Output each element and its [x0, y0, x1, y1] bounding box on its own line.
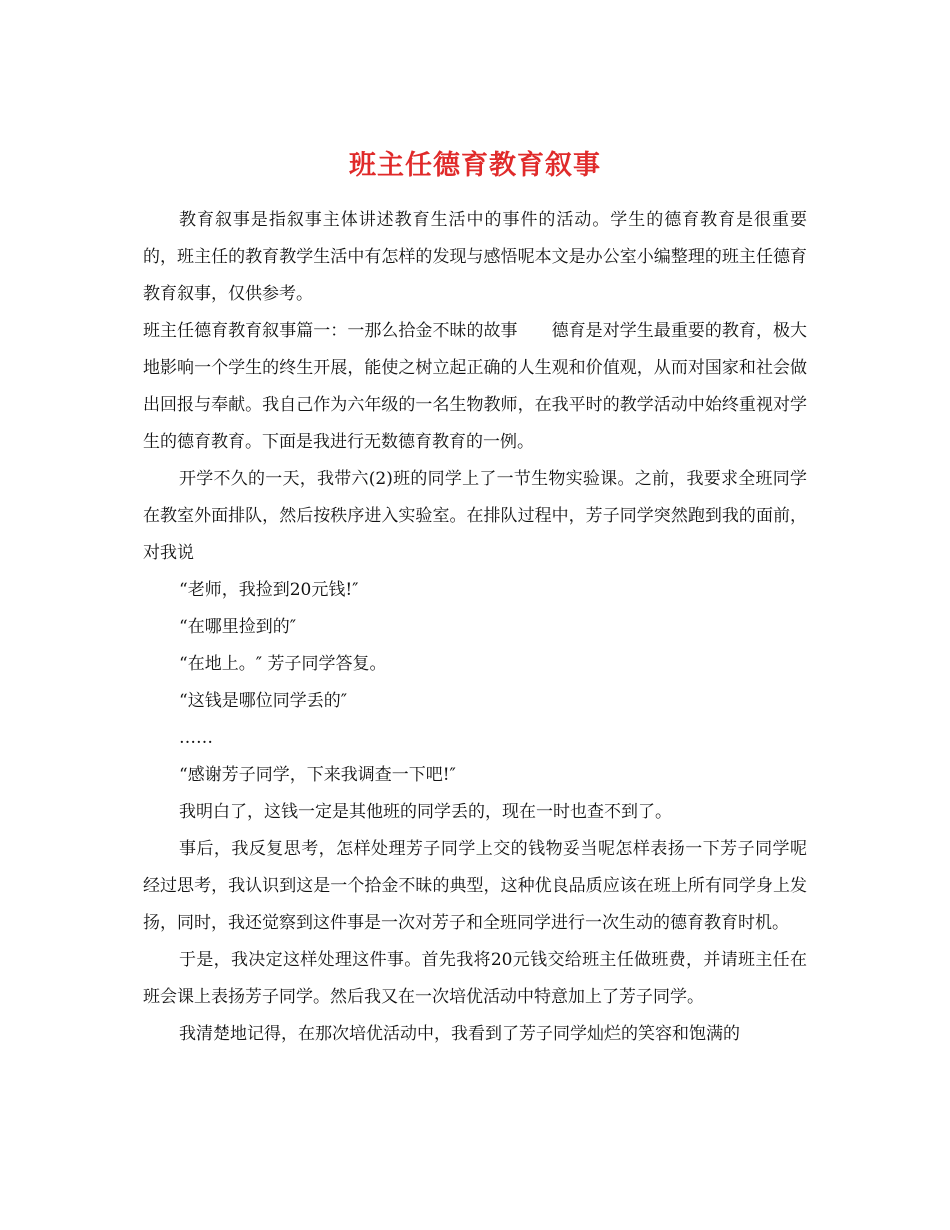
paragraph: 于是，我决定这样处理这件事。首先我将20元钱交给班主任做班费，并请班主任在班会课上表扬芳子同学。然后我又在一次培优活动中特意加上了芳子同学。 — [143, 950, 807, 1007]
paragraph: 我清楚地记得，在那次培优活动中，我看到了芳子同学灿烂的笑容和饱满的 — [179, 1024, 740, 1044]
dialogue-line: “这钱是哪位同学丢的″ — [179, 691, 348, 711]
paragraph: 教育叙事是指叙事主体讲述教育生活中的事件的活动。学生的德育教育是很重要的，班主任的教育教学生活中有怎样的发现与感悟呢本文是办公室小编整理的班主任德育教育叙事，仅供参考。 — [143, 210, 807, 304]
paragraph: 班主任德育教育叙事篇一：一那么拾金不昧的故事 德育是对学生最重要的教育，极大地影响一个学生的终生开展，能使之树立起正确的人生观和价值观，从而对国家和社会做出回报与奉献。我自己作为六年级的一名生物教师，在我平时的教学活动中始终重视对学生的德育教育。下面是我进行无数德育教育的一例。 — [143, 321, 807, 452]
ellipsis-line: …… — [179, 728, 213, 748]
dialogue-line: “在哪里捡到的″ — [179, 617, 297, 637]
paragraph: 开学不久的一天，我带六(2)班的同学上了一节生物实验课。之前，我要求全班同学在教室外面排队，然后按秩序进入实验室。在排队过程中，芳子同学突然跑到我的面前，对我说 — [143, 469, 807, 563]
paragraph: 我明白了，这钱一定是其他班的同学丢的，现在一时也查不到了。 — [179, 802, 672, 822]
page-title: 班主任德育教育叙事 — [349, 150, 601, 182]
dialogue-line: “感谢芳子同学，下来我调查一下吧!″ — [179, 765, 456, 785]
paragraph: 事后，我反复思考，怎样处理芳子同学上交的钱物妥当呢怎样表扬一下芳子同学呢经过思考，我认识到这是一个拾金不昧的典型，这种优良品质应该在班上所有同学身上发扬，同时，我还觉察到这件事是一次对芳子和全班同学进行一次生动的德育教育时机。 — [143, 839, 807, 933]
dialogue-line: “老师，我捡到20元钱!″ — [179, 580, 359, 600]
dialogue-line: “在地上。″ 芳子同学答复。 — [179, 654, 387, 674]
document-body — [143, 202, 807, 1053]
